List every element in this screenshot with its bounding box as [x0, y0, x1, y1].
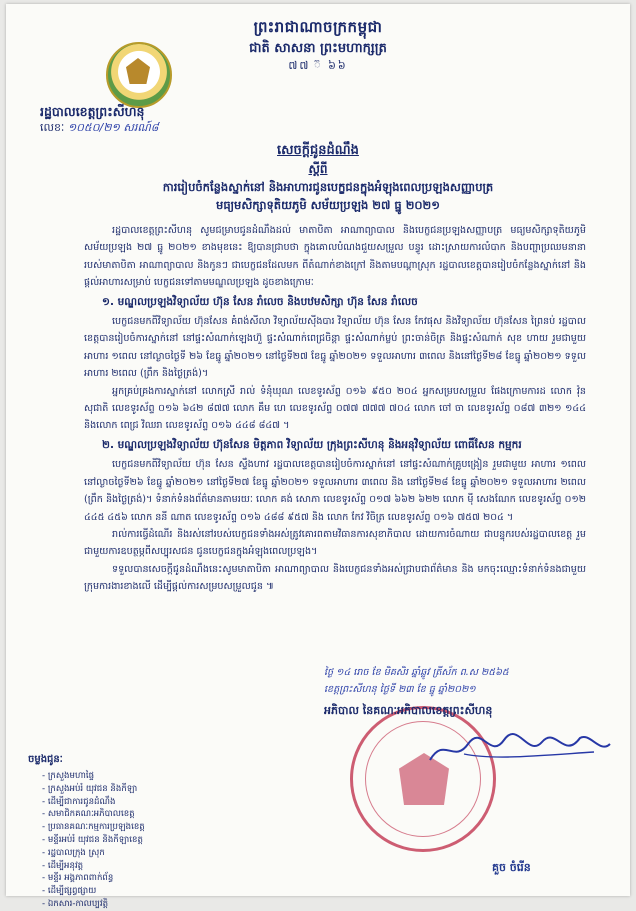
kingdom-header: ព្រះរាជាណាចក្រកម្ពុជា [253, 18, 383, 36]
provincial-emblem-icon [106, 42, 172, 108]
document-page [6, 4, 630, 909]
document-body [84, 222, 586, 596]
document-type: សេចក្តីជូនដំណឹង [277, 143, 359, 158]
recipients-list [42, 770, 145, 911]
subject-line-1: ការរៀបចំកន្លែងស្នាក់នៅ និងអាហារជូនបេក្ខជនក្នុងអំឡុងពេលប្រឡងសញ្ញាបត្រ [162, 180, 494, 194]
section-1-paragraph-2: អ្នកគ្រប់គ្រងការស្នាក់នៅ លោកស្រី រាល់ ទំនុំឃុណ លេខទូរស័ព្ទ ០១៦ ៩៥០ ២០៤ អ្នកសម្របសម្រួល ផែងក្រោមការដ លោក វ៉ុន សុជាតិ លេខទូរស័ព្ទ ០១៦ ៦៤២ ៨៧៧ លោក គឹម ហេ លេខទូរស័ព្ទ ០៧៧ ៧៧៧ ៧០៤ លោក ចៅ ចា លេខទូរស័ព្ទ ០៨៧ ៣២១ ១៤៤ និងលោក ពេជ្រ វិឈរា លេខទូរស័ព្ទ ០១៦ ៤៤៨ ៨៤៧ ។ [84, 385, 586, 432]
section-1-paragraph-1: បេក្ខជនមកពីវិទ្យាល័យ ហ៊ុនសែន គំពង់សីលា វិទ្យាល័យស៊ីងបារ វិទ្យាល័យ ហ៊ុន សែន កែវផុស និងវិទ្យាល័យ ហ៊ុនសែន ព្រៃនប់ រដ្ឋបាលខេត្តបានរៀបចំការស្នាក់នៅ នៅផ្ទះសំណាក់ឡេងហ៊ួ ផ្ទះសំណាក់ពេជ្រចិន្តា ផ្ទះសំណាក់ម្លប់ ព្រះចាន់ចិត្រ និងផ្ទះសំណាក់ សុខ ហាយ រួមជាមួយ អាហារ ១ពេល នៅល្ងាចថ្ងៃទី ២៦ ខែធ្នូ ឆ្នាំ២០២១ នៅថ្ងៃទី២៧ ខែធ្នូ ឆ្នាំ២០២១ ទទួលអាហារ ៣ពេល និងនៅថ្ងៃទី២៨ ខែធ្នូ ឆ្នាំ២០២១ ទទួលអាហារ ២ពេល (ព្រឹក និងថ្ងៃត្រង់)។ [84, 316, 586, 380]
subject-line-2: មធ្យមសិក្សាទុតិយភូមិ សម័យប្រឡង ២៧ ធ្នូ ២០២១ [216, 198, 440, 212]
section-1-heading: ១. មណ្ឌលប្រឡងវិទ្យាល័យ ហ៊ុន សែន រាំលេច និងបឋមសិក្សា ហ៊ុន សែន រាំលេច [102, 295, 418, 308]
recipient-item: - ដើម្បីអនុវត្ត [42, 860, 145, 873]
recipient-item: - រដ្ឋបាលក្រុង ស្រុក [42, 847, 145, 860]
lunar-date: ថ្ងៃ ១៤ រោច ខែ មិគសិរ ឆ្នាំឆ្លូវ ត្រីស័ក ព.ស ២៥៦៥ [324, 667, 509, 678]
place-date: ខេត្តព្រះសីហនុ ថ្ងៃទី ២៣ ខែ ធ្នូ ឆ្នាំ២០២១ [324, 684, 476, 695]
recipient-item: - ប្រធានគណៈកម្មការប្រឡងខេត្ត [42, 821, 145, 834]
recipient-item: - ដើម្បីជាការជូនដំណឹង [42, 796, 145, 809]
subject-title [76, 178, 580, 214]
handwritten-signature [424, 730, 614, 770]
section-2-heading: ២. មណ្ឌលប្រឡងវិទ្យាល័យ ហ៊ុនសែន មិត្តភាព វិទ្យាល័យ ក្រុងព្រះសីហនុ និងអនុវិទ្យាល័យ ពោធិ៍សែន កម្មករ [102, 438, 522, 451]
recipient-item: - ដើម្បីផ្សព្វផ្សាយ [42, 885, 145, 898]
signer-name: គួច ចំរើន [492, 861, 531, 874]
recipient-item: - សមាជិកគណៈអភិបាលខេត្ត [42, 808, 145, 821]
official-seal-stamp [350, 706, 496, 852]
reference-value: ១០៥០/២១ សរណ៍៨ [67, 121, 159, 134]
closing-paragraph-2: ទទួលបានសេចក្តីជូនដំណឹងនេះសូមមាតាបិតា អាណាព្យាបាល និងបេក្ខជនទាំងអស់ជ្រាបជាព័ត៌មាន និង មកចុះឈ្មោះទំនាក់ទំនងជាមួយក្រុមការងារខាងលើ ដើម្បីផ្តល់ការសម្របសម្រួលជូន ៕ [84, 563, 586, 593]
reference-number [40, 121, 159, 137]
organization-name: រដ្ឋបាលខេត្តព្រះសីហនុ [40, 104, 145, 119]
signature-block [324, 664, 624, 719]
recipient-item: - ក្រសួងអប់រំ យុវជន និងកីឡា [42, 783, 145, 796]
recipient-item: - មន្ទីរ អង្គភាពពាក់ព័ន្ធ [42, 872, 145, 885]
recipient-item: - ឯកសារ-កាលប្បវត្តិ [42, 898, 145, 911]
recipient-item: - មន្ទីរអប់រំ យុវជន និងកីឡាខេត្ត [42, 834, 145, 847]
recipient-item: - ក្រសួងមហាផ្ទៃ [42, 770, 145, 783]
subject-label: ស្តីពី [308, 162, 328, 176]
section-2-paragraph: បេក្ខជនមកពីវិទ្យាល័យ ហ៊ុន សែន ស្ទឹងហាវ រដ្ឋបាលខេត្តបានរៀបចំការស្នាក់នៅ នៅផ្ទះសំណាក់គ្រូបង្រៀន រួមជាមួយ អាហារ ១ពេល នៅល្ងាចថ្ងៃទី២៦ ខែធ្នូ ឆ្នាំ២០២១ នៅថ្ងៃទី២៧ ខែធ្នូ ឆ្នាំ២០២១ ទទួលអាហារ ៣ពេល និង នៅថ្ងៃទី២៨ ខែធ្នូ ឆ្នាំ២០២១ ទទួលអាហារ ២ពេល (ព្រឹក និងថ្ងៃត្រង់)។ ទំនាក់ទំនងព័ត៌មានតាមរយៈ លោក គង់ សោភា លេខទូរស័ព្ទ ០១៧ ៦៦២ ៦២២ លោក ម៉ី សេងណែក លេខទូរស័ព្ទ ០១២ ៤៤៥ ៤៥៦ លោក ននី ណាត លេខទូរស័ព្ទ ០១៦ ៤៨៨ ៩៥៧ និង លោក កែវ វិចិត្រ លេខទូរស័ព្ទ ០១៦ ៧៥៧ ២០៤ ។ [84, 459, 586, 523]
intro-paragraph: រដ្ឋបាលខេត្តព្រះសីហនុ សូមជម្រាបជូនដំណឹងដល់ មាតាបិតា អាណាព្យាបាល និងបេក្ខជនប្រឡងសញ្ញាបត្រ មធ្យមសិក្សាទុតិយភូមិ សម័យប្រឡង ២៧ ធ្នូ ២០២១ ខាងមុខនេះ ឱ្យបានជ្រាបថា ក្នុងគោលបំណងជួយសម្រួល បន្ធូរ ដោះស្រាយការលំបាក និងបញ្ហាប្រឈមនានារបស់មាតាបិតា អាណាព្យាបាល និងកូនៗ ជាបេក្ខជនដែលមក ពីតំណាក់ខាងក្រៅ និងតាមបណ្តាស្រុក រដ្ឋបាលខេត្តបានរៀបចំកន្លែងស្នាក់នៅ និងផ្តល់អាហារសម្រាប់ បេក្ខជនទៅតាមមណ្ឌលប្រឡង ដូចខាងក្រោមៈ [84, 225, 586, 289]
recipients-label: ចម្លងជូនៈ [28, 754, 63, 765]
closing-paragraph-1: រាល់ការធ្វើដំណើរ និងរស់នៅរបស់បេក្ខជនទាំងអស់ត្រូវគោរពតាមវិធានការសុខាភិបាល ដោយការចំណាយ ជាបន្ទុករបស់រដ្ឋបាលខេត្ត រួមជាមួយការឧបត្ថម្ភពីសប្បុរសជន ជូនបេក្ខជនក្នុងអំឡុងពេលប្រឡង។ [84, 528, 586, 558]
reference-label: លេខៈ [40, 121, 65, 134]
signer-title: អភិបាល នៃគណៈអភិបាលខេត្តព្រះសីហនុ [324, 704, 493, 717]
motto-ornament: ៧៧ ៊ ៦៦ [288, 59, 348, 72]
national-motto: ជាតិ សាសនា ព្រះមហាក្សត្រ [249, 41, 387, 56]
